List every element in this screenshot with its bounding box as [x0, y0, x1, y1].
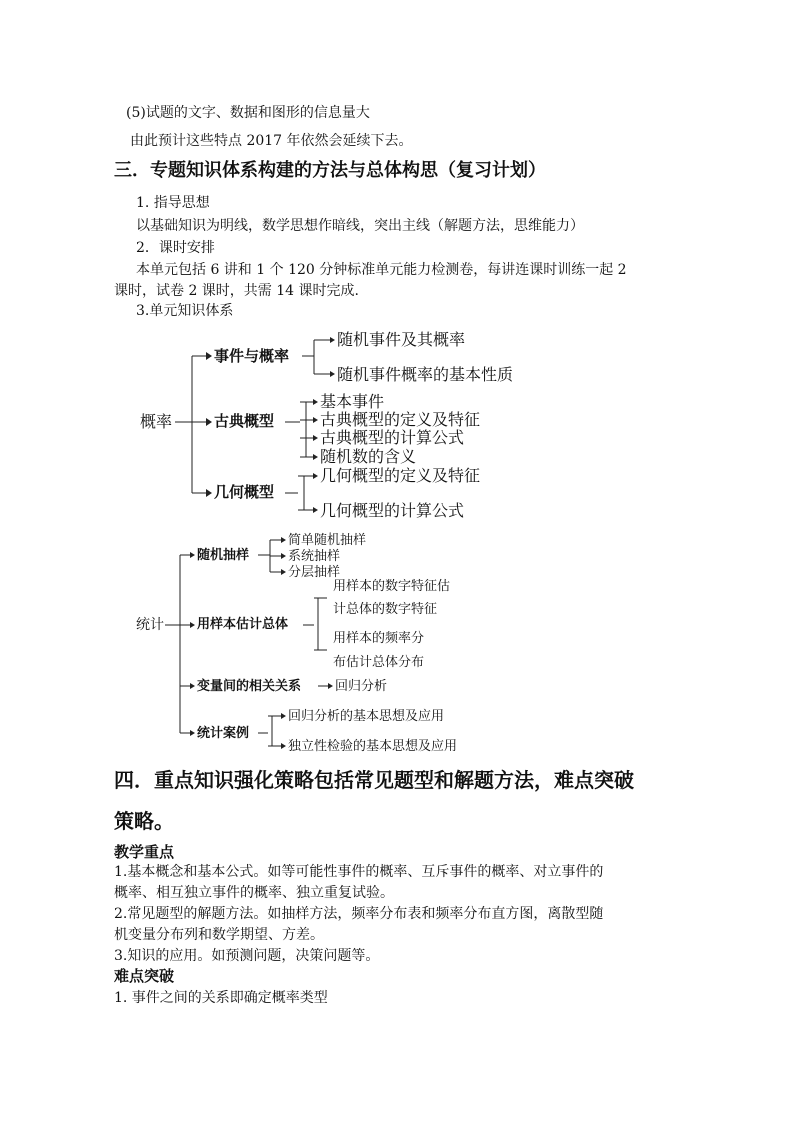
key-point-3: 3.知识的应用。如预测问题，决策问题等。 — [114, 948, 380, 964]
diagram-stat-leaf: 系统抽样 — [288, 549, 341, 564]
diagram-stat-leaf: 布估计总体分布 — [333, 655, 425, 670]
diagram-stat-leaf: 独立性检验的基本思想及应用 — [288, 739, 458, 754]
key-point-2-line-2: 机变量分布列和数学期望、方差。 — [114, 927, 324, 943]
difficulty-heading: 难点突破 — [114, 967, 175, 985]
diagram-stat-root: 统计 — [136, 617, 164, 633]
diagram-prob-branch-geometric: 几何概型 — [214, 483, 275, 501]
diagram-prob-branch-events: 事件与概率 — [214, 347, 290, 365]
diagram-prob-leaf: 古典概型的计算公式 — [320, 428, 465, 447]
section-4-title-line-2: 策略。 — [114, 809, 174, 833]
section-4-title-line-1: 四．重点知识强化策略包括常见题型和解题方法，难点突破 — [114, 768, 634, 792]
diagram-stat-leaf: 回归分析的基本思想及应用 — [288, 709, 445, 724]
diagram-prob-leaf: 随机数的含义 — [320, 447, 417, 466]
key-point-1-line-2: 概率、相互独立事件的概率、独立重复试验。 — [114, 885, 394, 901]
diagram-stat-branch-sampling: 随机抽样 — [197, 548, 250, 563]
hours-heading: 2．课时安排 — [136, 240, 215, 256]
hours-line-1: 本单元包括 6 讲和 1 个 120 分钟标准单元能力检测卷，每讲连课时训练一起 2 — [136, 262, 627, 278]
diagram-prob-leaf: 随机事件概率的基本性质 — [337, 365, 514, 384]
difficulty-1: 1. 事件之间的关系即确定概率类型 — [114, 990, 328, 1006]
hours-line-2: 课时，试卷 2 课时，共需 14 课时完成. — [114, 283, 359, 299]
guide-text: 以基础知识为明线，数学思想作暗线，突出主线（解题方法，思维能力） — [136, 218, 584, 234]
item-5-text: (5)试题的文字、数据和图形的信息量大 — [126, 105, 370, 121]
guide-heading: 1. 指导思想 — [136, 195, 210, 211]
key-point-2-line-1: 2.常见题型的解题方法。如抽样方法，频率分布表和频率分布直方图，离散型随 — [114, 906, 604, 922]
diagram-prob-leaf: 几何概型的定义及特征 — [320, 466, 481, 485]
diagram-stat-branch-cases: 统计案例 — [197, 726, 250, 741]
key-point-1-line-1: 1.基本概念和基本公式。如等可能性事件的概率、互斥事件的概率、对立事件的 — [114, 864, 604, 880]
diagram-prob-branch-classical: 古典概型 — [214, 412, 275, 430]
diagram-stat-leaf: 分层抽样 — [288, 565, 341, 580]
diagram-prob-leaf: 随机事件及其概率 — [337, 330, 466, 349]
forecast-text: 由此预计这些特点 2017 年依然会延续下去。 — [130, 133, 413, 149]
key-points-heading: 教学重点 — [114, 843, 175, 861]
section-3-title: 三．专题知识体系构建的方法与总体构思（复习计划） — [114, 160, 546, 181]
diagram-stat-leaf: 用样本的数字特征估 — [333, 579, 451, 594]
diagram-prob-root: 概率 — [140, 412, 173, 431]
diagram-stat-leaf: 用样本的频率分 — [333, 631, 425, 646]
diagram-stat-leaf: 简单随机抽样 — [288, 533, 367, 548]
diagram-prob-leaf: 基本事件 — [320, 392, 385, 411]
diagram-prob-leaf: 古典概型的定义及特征 — [320, 410, 481, 429]
system-heading: 3.单元知识体系 — [136, 303, 234, 319]
diagram-stat-leaf: 计总体的数字特征 — [333, 602, 438, 617]
diagram-prob-leaf: 几何概型的计算公式 — [320, 501, 465, 520]
diagram-stat-leaf: 回归分析 — [335, 679, 388, 694]
diagram-stat-branch-estimation: 用样本估计总体 — [197, 617, 289, 632]
diagram-stat-branch-correlation: 变量间的相关关系 — [197, 679, 302, 694]
